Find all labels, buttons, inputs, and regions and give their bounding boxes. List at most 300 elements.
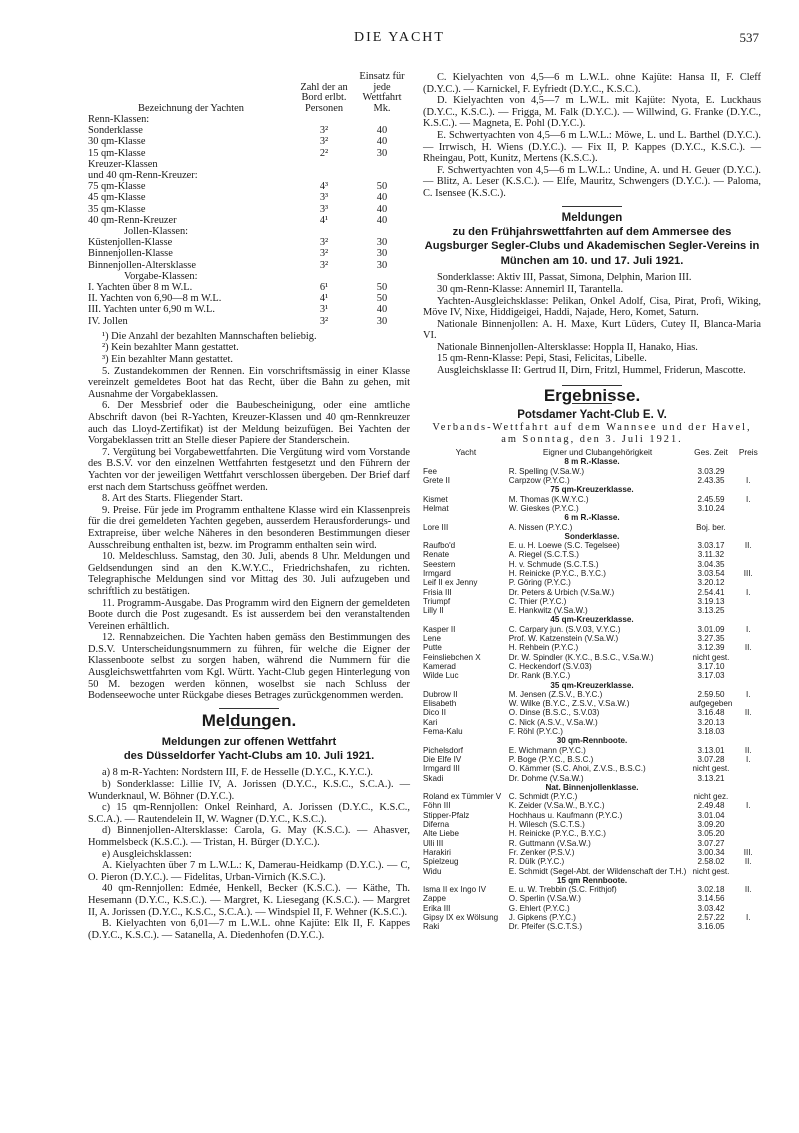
results-class-row xyxy=(423,736,761,745)
stake-amount: 40 xyxy=(376,304,388,316)
stake-amount: 30 xyxy=(376,147,388,159)
crew-count xyxy=(294,271,354,282)
elapsed-time: 3.07.28 xyxy=(697,754,725,764)
prize: I. xyxy=(746,689,751,699)
yacht-name: Harakiri xyxy=(423,847,451,857)
results-class-row xyxy=(423,681,761,690)
stake-amount: 30 xyxy=(376,259,388,271)
elapsed-time: 3.20.12 xyxy=(697,578,725,588)
prize xyxy=(736,894,761,903)
crew-count: 4³ xyxy=(319,181,329,193)
class-table-row xyxy=(88,159,410,170)
results-row xyxy=(423,774,761,783)
prize xyxy=(736,662,761,671)
class-name: Vorgabe-Klassen: xyxy=(124,270,198,282)
class-name: 35 qm-Klasse xyxy=(88,203,146,215)
ammersee-entry: Sonderklasse: Aktiv III, Passat, Simona, Delphin, Marion III. xyxy=(437,272,692,284)
class-table-row xyxy=(88,293,410,304)
owner-club: Prof. W. Katzenstein (V.Sa.W.) xyxy=(508,634,619,644)
elapsed-time: 3.01.04 xyxy=(697,810,725,820)
owner-club: Dr. Pfeifer (S.C.T.S.) xyxy=(508,922,583,932)
elapsed-time: 3.27.35 xyxy=(697,634,725,644)
yacht-name: Dubrow II xyxy=(423,689,458,699)
stake-amount: 40 xyxy=(376,125,388,137)
left-column xyxy=(88,72,410,941)
stake-amount: 40 xyxy=(376,214,388,226)
yacht-name: Wilde Luc xyxy=(423,671,459,681)
owner-club: Hochhaus u. Kaufmann (P.Y.C.) xyxy=(508,810,623,820)
prize xyxy=(736,774,761,783)
yacht-name: Erika III xyxy=(423,903,451,913)
class-name: 40 qm-Renn-Kreuzer xyxy=(88,214,177,226)
prize: II. xyxy=(744,541,752,551)
running-title: DIE YACHT xyxy=(354,30,445,45)
prize xyxy=(736,727,761,736)
yacht-name: Irmgard III xyxy=(423,764,460,774)
prize: III. xyxy=(743,847,753,857)
elapsed-time: 3.13.01 xyxy=(697,745,725,755)
results-row xyxy=(423,885,761,894)
stake-amount: 30 xyxy=(376,248,388,260)
prize xyxy=(736,523,761,532)
yacht-name: Helmat xyxy=(423,503,449,513)
rule-paragraph: 5. Zustandekommen der Rennen. Ein vorschriftsmässig in einer Klasse vereinzelt gemeldetes Boot hat das Recht, über die Bahn zu gehen, mit Ausnahme der Vorgabeklassen. xyxy=(88,365,410,400)
prize: III. xyxy=(743,569,753,578)
yacht-name: Feinsliebchen X xyxy=(423,652,481,662)
class-table-row xyxy=(88,114,410,125)
rule-paragraph: 9. Preise. Für jede im Programm enthaltene Klasse wird ein Klassenpreis für die drei gemeldeten Yachten gegeben, ausserdem Herausforderungs- und Extrapreise, über welche Näheres in den besonderen Bestimmungen dieser Ausschreibung enthalten ist, bezw. im Programm enthalten sein wird. xyxy=(88,504,410,551)
prize xyxy=(736,634,761,643)
owner-club: C. Nick (A.S.V., V.Sa.W.) xyxy=(508,717,598,727)
results-row xyxy=(423,727,761,736)
owner-club: C. Schmidt (P.Y.C.) xyxy=(508,792,578,802)
results-class-name: 30 qm-Rennboote. xyxy=(556,736,628,746)
prize: II. xyxy=(744,708,752,718)
results-class-row xyxy=(423,876,761,885)
owner-club: O. Dinse (B.S.C., S.V.03) xyxy=(508,708,600,718)
owner-club: R. Guttmann (V.Sa.W.) xyxy=(508,838,591,848)
elapsed-time: nicht gest. xyxy=(692,652,730,662)
yacht-name: Lore III xyxy=(423,522,449,532)
stake-amount: 40 xyxy=(376,136,388,148)
prize: II. xyxy=(744,643,752,653)
yacht-name: Raki xyxy=(423,922,440,932)
yacht-name: Dico II xyxy=(423,708,446,718)
yacht-name: Seestern xyxy=(423,559,456,569)
class-table-row xyxy=(88,148,410,159)
class-table xyxy=(88,72,410,327)
elapsed-time: 2.57.22 xyxy=(697,912,725,922)
results-class-name: 15 qm Rennboote. xyxy=(556,875,628,885)
yacht-name: Diferna xyxy=(423,820,450,830)
yacht-name: Die Elfe IV xyxy=(423,754,462,764)
yacht-name: Fema-Kalu xyxy=(423,727,463,737)
owner-club: P. Boge (P.Y.C., B.S.C.) xyxy=(508,754,594,764)
ammersee-entry: 30 qm-Renn-Klasse: Annemirl II, Tarantella. xyxy=(437,283,624,295)
class-name: 30 qm-Klasse xyxy=(88,136,146,148)
owner-club: G. Ehlert (P.Y.C.) xyxy=(508,903,570,913)
crew-count: 4¹ xyxy=(319,214,329,226)
class-table-header-stake: Einsatz für jede Wettfahrt Mk. xyxy=(359,71,405,114)
owner-club: Carpzow (P.Y.C.) xyxy=(508,476,570,486)
owner-club: Fr. Zenker (P.S.V.) xyxy=(508,847,575,857)
yacht-name: Widu xyxy=(423,866,442,876)
elapsed-time: 2.43.35 xyxy=(697,476,725,486)
yacht-name: Pichelsdorf xyxy=(423,745,464,755)
ammersee-entry: 15 qm-Renn-Klasse: Pepi, Stasi, Felicitas, Libelle. xyxy=(437,353,647,365)
divider xyxy=(562,206,622,207)
meldungen-heading: Meldungen. xyxy=(201,710,297,730)
meldungen-subheading: Meldungen zur offenen Wettfahrt xyxy=(161,736,337,749)
owner-club: M. Jensen (Z.S.V., B.Y.C.) xyxy=(508,689,603,699)
stake-amount xyxy=(354,226,410,237)
owner-club: E. u. W. Trebbin (S.C. Frithjof) xyxy=(508,885,617,895)
owner-club: Dr. Dohme (V.Sa.W.) xyxy=(508,773,584,783)
elapsed-time: Boj. ber. xyxy=(696,522,726,532)
owner-club: E. u. H. Loewe (S.C. Tegelsee) xyxy=(508,541,620,551)
meldung-entry: E. Schwertyachten von 4,5—6 m L.W.L.: Möwe, L. und L. Barthel (D.Y.C.). — Irrwisch, H. Wiens (D.Y.C.). — Fix II, P. Kappes (D.Y.C., K.S.C.). — Rheingau, Pott, Kunitz, Mertens (K.S.C.). xyxy=(423,129,761,165)
results-row xyxy=(423,606,761,615)
stake-amount: 50 xyxy=(376,282,388,294)
results-class-name: 75 qm-Kreuzerklasse. xyxy=(550,485,634,495)
prize xyxy=(736,597,761,606)
owner-club: O. Kämmer (S.C. Ahoi, Z.V.S., B.S.C.) xyxy=(508,764,646,774)
prize xyxy=(736,839,761,848)
rule-paragraph: 11. Programm-Ausgabe. Das Programm wird den Eignern der gemeldeten Boote durch die Post zugesandt. Es ist ausserdem bei den veranstaltenden Vereinen erhältlich. xyxy=(88,597,410,632)
results-row xyxy=(423,867,761,876)
elapsed-time: 3.18.03 xyxy=(697,727,725,737)
results-row xyxy=(423,550,761,559)
prize xyxy=(736,671,761,680)
owner-club: Dr. Peters & Urbich (V.Sa.W.) xyxy=(508,587,615,597)
results-header-time: Ges. Zeit xyxy=(694,448,728,458)
results-row xyxy=(423,597,761,606)
owner-club: A. Nissen (P.Y.C.) xyxy=(508,522,573,532)
results-class-name: 45 qm-Kreuzerklasse. xyxy=(550,615,634,625)
class-table-row xyxy=(88,215,410,226)
ammersee-entry: Nationale Binnenjollen: A. H. Maxe, Kurt Lüders, Cutey II, Blanca-Maria VI. xyxy=(423,318,761,342)
yacht-name: Ulli III xyxy=(423,838,444,848)
elapsed-time: 3.20.13 xyxy=(697,717,725,727)
yacht-name: Stipper-Pfalz xyxy=(423,810,470,820)
class-table-row xyxy=(88,226,410,237)
prize xyxy=(736,560,761,569)
owner-club: C. Carpary jun. (S.V.03, V.Y.C.) xyxy=(508,624,621,634)
stake-amount: 30 xyxy=(376,315,388,327)
results-row xyxy=(423,578,761,587)
prize xyxy=(736,764,761,773)
ergebnisse-heading: Ergebnisse. xyxy=(543,385,641,405)
elapsed-time: 3.10.24 xyxy=(697,503,725,513)
results-row xyxy=(423,718,761,727)
class-name: und 40 qm-Renn-Kreuzer: xyxy=(88,170,198,182)
prize: I. xyxy=(746,587,751,597)
owner-club: R. Spelling (V.Sa.W.) xyxy=(508,466,585,476)
results-class-row xyxy=(423,457,761,466)
owner-club: E. Schmidt (Segel-Abt. der Wildenschaft der T.H.) xyxy=(508,866,687,876)
ammersee-subheading: zu den Frühjahrswettfahrten auf dem Ammersee des Augsburger Segler-Clubs und Akademischen Segler-Vereins in München am 10. und 17. Juli 1921. xyxy=(424,225,760,267)
results-row xyxy=(423,662,761,671)
results-row xyxy=(423,476,761,485)
results-row xyxy=(423,894,761,903)
class-name: Küstenjollen-Klasse xyxy=(88,237,173,249)
results-class-row xyxy=(423,783,761,792)
meldung-entry: A. Kielyachten über 7 m L.W.L.: K, Damerau-Heidkamp (D.Y.C.). — C, O. Pieron (D.Y.C.). — Fidelitas, Urban-Virnich (K.S.C.). xyxy=(88,860,410,883)
class-name: Renn-Klassen: xyxy=(88,114,150,125)
yacht-name: Irmgard xyxy=(423,569,451,578)
crew-count: 6¹ xyxy=(319,282,329,294)
results-row xyxy=(423,857,761,866)
prize xyxy=(736,606,761,615)
page-header xyxy=(0,30,799,50)
class-table-row xyxy=(88,260,410,271)
yacht-name: Kasper II xyxy=(423,624,456,634)
prize xyxy=(736,467,761,476)
results-row xyxy=(423,467,761,476)
results-row xyxy=(423,811,761,820)
yacht-name: Putte xyxy=(423,643,442,653)
meldung-entry: D. Kielyachten von 4,5—7 m L.W.L. mit Kajüte: Nyota, E. Luckhaus (D.Y.C., K.S.C.). — Frigga, M. Falk (D.Y.C.). — Willwind, G. Franke (D.Y.C., K.S.C.). — Magneta, E. Pohl (D.Y.C.). xyxy=(423,95,761,130)
elapsed-time: 3.03.29 xyxy=(697,466,725,476)
owner-club: O. Sperlin (V.Sa.W.) xyxy=(508,894,581,904)
results-class-name: 35 qm-Kreuzerklasse. xyxy=(550,680,634,690)
elapsed-time: 2.54.41 xyxy=(697,587,725,597)
prize: I. xyxy=(746,912,751,922)
prize xyxy=(736,578,761,587)
page-number: 537 xyxy=(739,30,759,45)
owner-club: C. Heckendorf (S.V.03) xyxy=(508,661,592,671)
meldung-entry: F. Schwertyachten von 4,5—6 m L.W.L.: Undine, A. und H. Geuer (D.Y.C.). — Blitz, A. Leser (K.S.C.). — Elfe, Mauritz, Schwengers (D.Y.C.). — Paloma, C. Isensee (K.S.C.). xyxy=(423,164,761,199)
results-row xyxy=(423,699,761,708)
prize: II. xyxy=(744,745,752,755)
stake-amount: 40 xyxy=(376,203,388,215)
rule-paragraph: 6. Der Messbrief oder die Baubescheinigung, oder eine amtliche Abschrift davon (bei R-Yachten, Kreuzer-Klassen und 40 qm-Rennkreuzer auch das Lloyd-Zertifikat) ist der Meldung beizufügen. Bei Yachten der Vorgabeklassen tritt an Stelle dieser Papiere der Standerschein. xyxy=(88,400,410,447)
class-table-row xyxy=(88,181,410,192)
ammersee-entry: Yachten-Ausgleichsklasse: Pelikan, Onkel Adolf, Cisa, Pirat, Profi, Wiking, Möve IV, Nixe, Hiddigeigei, Haddi, Najade, Hero, Komet, Saturn. xyxy=(423,295,761,319)
class-table-row xyxy=(88,248,410,259)
results-row xyxy=(423,922,761,931)
prize xyxy=(736,653,761,662)
owner-club: H. Rehbein (P.Y.C.) xyxy=(508,643,579,653)
yacht-name: Kamerad xyxy=(423,661,456,671)
crew-count: 3² xyxy=(319,136,329,148)
results-row xyxy=(423,792,761,801)
owner-club: H. Wilesch (S.C.T.S.) xyxy=(508,820,585,830)
class-name: Sonderklasse xyxy=(88,125,143,137)
elapsed-time: nicht gest. xyxy=(692,764,730,774)
owner-club: A. Riegel (S.C.T.S.) xyxy=(508,550,579,560)
results-header-owner: Eigner und Clubangehörigkeit xyxy=(542,448,653,458)
rule-paragraph: 8. Art des Starts. Fliegender Start. xyxy=(102,493,243,505)
owner-club: R. Dülk (P.Y.C.) xyxy=(508,857,565,867)
crew-count: 3¹ xyxy=(319,304,329,316)
results-class-name: Sonderklasse. xyxy=(564,531,620,541)
results-table xyxy=(423,448,761,931)
owner-club: W. Gieskes (P.Y.C.) xyxy=(508,503,579,513)
yacht-name: Kari xyxy=(423,717,438,727)
prize: II. xyxy=(744,885,752,895)
footnote: ³) Ein bezahlter Mann gestattet. xyxy=(102,354,233,366)
crew-count xyxy=(294,226,354,237)
prize xyxy=(736,792,761,801)
results-row xyxy=(423,653,761,662)
crew-count xyxy=(294,114,354,125)
stake-amount: 50 xyxy=(376,293,388,305)
yacht-name: Frisia III xyxy=(423,587,452,597)
crew-count: 3² xyxy=(319,315,329,327)
yacht-name: Alte Liebe xyxy=(423,829,459,839)
results-row xyxy=(423,560,761,569)
elapsed-time: 3.11.32 xyxy=(697,550,725,560)
results-row xyxy=(423,671,761,680)
results-row xyxy=(423,495,761,504)
results-row xyxy=(423,643,761,652)
class-name: 75 qm-Klasse xyxy=(88,181,146,193)
class-name: III. Yachten unter 6,90 m W.L. xyxy=(88,304,215,316)
yacht-name: Roland ex Tümmler V xyxy=(423,792,502,802)
results-row xyxy=(423,820,761,829)
yacht-name: Fee xyxy=(423,466,437,476)
yacht-name: Triumpf xyxy=(423,596,451,606)
meldung-entry: c) 15 qm-Rennjollen: Onkel Reinhard, A. Jorissen (D.Y.C., K.S.C., S.C.A.). — Rautendelein II, W. Wagner (D.Y.C., K.S.C.). xyxy=(88,802,410,825)
prize xyxy=(736,550,761,559)
class-name: Jollen-Klassen: xyxy=(124,226,189,238)
owner-club: Dr. W. Spindler (K.Y.C., B.S.C., V.Sa.W.) xyxy=(508,652,654,662)
elapsed-time: 3.05.20 xyxy=(697,829,725,839)
elapsed-time: 3.03.54 xyxy=(697,569,725,578)
meldung-entry: 40 qm-Rennjollen: Edmée, Henkell, Becker (K.S.C.). — Käthe, Th. Hesemann (D.Y.C., K.S.C.). — Margret, K. Liesegang (K.S.C.). — Margret II, A. Jorissen (D.Y.C., K.S.C., S.C.A.). — Windspiel II, F. Wehner (K.S.C.). xyxy=(88,883,410,918)
crew-count: 2² xyxy=(319,147,329,159)
results-row xyxy=(423,913,761,922)
ammersee-list xyxy=(423,272,761,376)
class-table-row xyxy=(88,136,410,147)
class-table-header-name: Bezeichnung der Yachten xyxy=(138,102,244,114)
meldung-entry: C. Kielyachten von 4,5—6 m L.W.L. ohne Kajüte: Hansa II, F. Cleff (D.Y.C.). — Karnickel, F. Eyfriedt (D.Y.C., K.S.C.). xyxy=(423,72,761,95)
stake-amount xyxy=(354,271,410,282)
crew-count: 3² xyxy=(319,125,329,137)
prize xyxy=(736,867,761,876)
club-heading: Potsdamer Yacht-Club E. V. xyxy=(517,409,667,422)
elapsed-time: 3.09.20 xyxy=(697,820,725,830)
results-class-name: 8 m R.-Klasse. xyxy=(564,457,620,467)
elapsed-time: 3.04.35 xyxy=(697,559,725,569)
elapsed-time: 3.13.25 xyxy=(697,606,725,616)
meldung-entry: e) Ausgleichsklassen: xyxy=(102,848,192,860)
prize: I. xyxy=(746,476,751,486)
rule-paragraph: 10. Meldeschluss. Samstag, den 30. Juli, abends 8 Uhr. Meldungen und Geldsendungen sind an den K.W.Y.C., Friedrichshafen, zu richten. Telegraphische Meldungen sind vor Mittag des 30. Juli aufzugeben und schriftlich zu bestätigen. xyxy=(88,551,410,597)
stake-amount: 30 xyxy=(376,237,388,249)
owner-club: H. Reinicke (P.Y.C., B.Y.C.) xyxy=(508,829,606,839)
prize xyxy=(736,504,761,513)
right-column xyxy=(423,72,761,932)
prize xyxy=(736,820,761,829)
yacht-name: Föhn III xyxy=(423,801,451,811)
elapsed-time: aufgegeben xyxy=(689,699,733,709)
crew-count: 3² xyxy=(319,248,329,260)
club-subheading: Verbands-Wettfahrt auf dem Wannsee und der Havel, am Sonntag, den 3. Juli 1921. xyxy=(432,422,752,445)
results-row xyxy=(423,504,761,513)
crew-count: 3³ xyxy=(319,192,329,204)
class-name: Kreuzer-Klassen xyxy=(88,158,158,170)
class-table-row xyxy=(88,316,410,327)
owner-club: Dr. Rank (B.Y.C.) xyxy=(508,671,571,681)
yacht-name: Zappe xyxy=(423,894,446,904)
results-row xyxy=(423,801,761,810)
elapsed-time: 3.16.48 xyxy=(697,708,725,718)
prize: I. xyxy=(746,801,751,811)
results-row xyxy=(423,848,761,857)
results-row xyxy=(423,690,761,699)
stake-amount xyxy=(354,159,410,170)
footnotes xyxy=(88,331,410,366)
results-class-row xyxy=(423,485,761,494)
prize xyxy=(736,829,761,838)
footnote: ²) Kein bezahlter Mann gestattet. xyxy=(102,342,239,354)
prize xyxy=(736,811,761,820)
ammersee-entry: Nationale Binnenjollen-Altersklasse: Hoppla II, Hanako, Hias. xyxy=(437,341,698,353)
results-row xyxy=(423,625,761,634)
footnote: ¹) Die Anzahl der bezahlten Mannschaften beliebig. xyxy=(102,330,317,342)
class-table-row xyxy=(88,271,410,282)
elapsed-time: 3.01.09 xyxy=(697,624,725,634)
prize xyxy=(736,718,761,727)
elapsed-time: 2.58.02 xyxy=(697,857,725,867)
elapsed-time: 3.00.34 xyxy=(697,847,725,857)
prize: II. xyxy=(744,857,752,867)
results-header-prize: Preis xyxy=(738,448,758,458)
prize: I. xyxy=(746,754,751,764)
prize xyxy=(736,922,761,931)
stake-amount xyxy=(354,170,410,181)
ammersee-entry: Ausgleichsklasse II: Gertrud II, Dirn, Fritzl, Hummel, Friderun, Mascotte. xyxy=(437,365,746,377)
class-table-row xyxy=(88,282,410,293)
owner-club: H. v. Schmude (S.C.T.S.) xyxy=(508,559,599,569)
owner-club: F. Röhl (P.Y.C.) xyxy=(508,727,563,737)
class-table-header-crew: Zahl der an Bord erlbt. Personen xyxy=(300,81,348,114)
yacht-name: Skadi xyxy=(423,773,444,783)
elapsed-time: 3.13.21 xyxy=(697,773,725,783)
stake-amount: 50 xyxy=(376,181,388,193)
crew-count: 4¹ xyxy=(319,293,329,305)
yacht-name: Spielzeug xyxy=(423,857,459,867)
results-row xyxy=(423,839,761,848)
results-row xyxy=(423,755,761,764)
yacht-name: Renate xyxy=(423,550,450,560)
elapsed-time: 3.02.18 xyxy=(697,885,725,895)
results-row xyxy=(423,588,761,597)
yacht-name: Raufbo'd xyxy=(423,541,456,551)
class-name: Binnenjollen-Altersklasse xyxy=(88,259,196,271)
class-table-row xyxy=(88,204,410,215)
crew-count: 3² xyxy=(319,259,329,271)
elapsed-time: 2.49.48 xyxy=(697,801,725,811)
class-name: 15 qm-Klasse xyxy=(88,147,146,159)
ammersee-heading: Meldungen xyxy=(561,211,623,224)
owner-club: E. Hankwitz (V.Sa.W.) xyxy=(508,606,588,616)
yacht-name: Lene xyxy=(423,634,442,644)
prize xyxy=(736,904,761,913)
owner-club: K. Zeider (V.Sa.W., B.Y.C.) xyxy=(508,801,605,811)
results-row xyxy=(423,523,761,532)
class-table-row xyxy=(88,170,410,181)
results-row xyxy=(423,764,761,773)
prize: I. xyxy=(746,494,751,504)
owner-club: J. Gipkens (P.Y.C.) xyxy=(508,912,576,922)
results-class-row xyxy=(423,532,761,541)
meldung-entry: d) Binnenjollen-Altersklasse: Carola, G. May (K.S.C.). — Ahasver, Hommelsbeck (K.S.C.). — Tristan, H. Bürger (D.Y.C.). xyxy=(88,825,410,849)
class-table-row xyxy=(88,192,410,203)
elapsed-time: 3.17.03 xyxy=(697,671,725,681)
